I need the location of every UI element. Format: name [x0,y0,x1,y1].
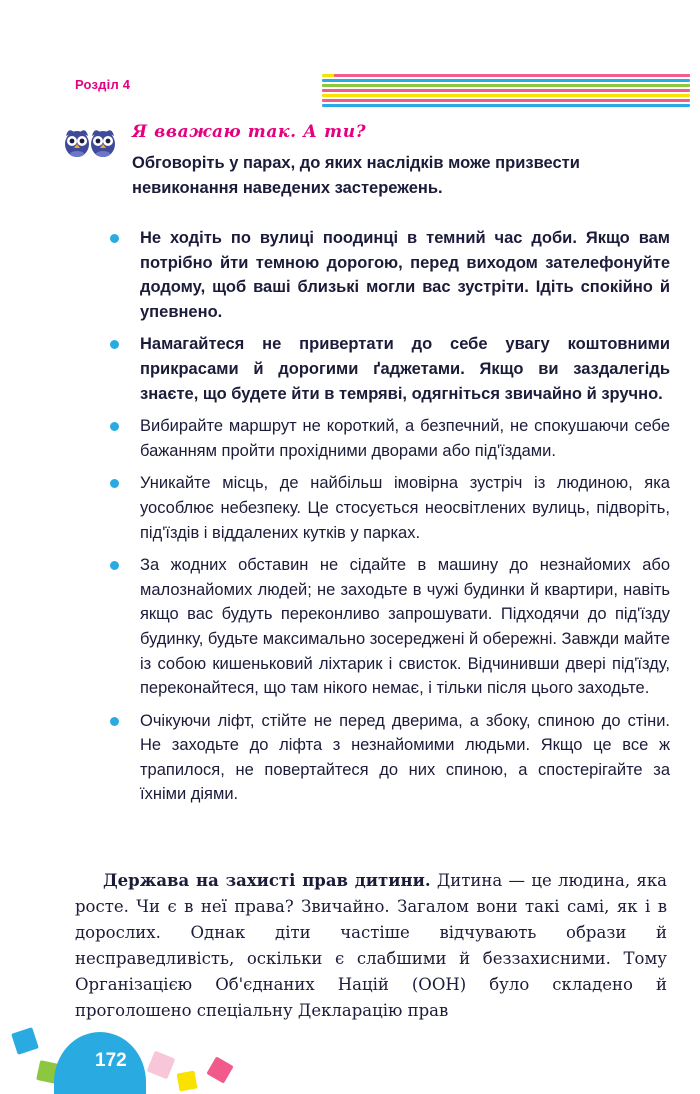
list-item [104,553,670,701]
closing-lead-text: Держава на захисті прав дитини. [103,871,431,890]
chapter-label: Розділ 4 [75,77,131,92]
header-stripe-7 [322,104,690,107]
bullet-dot-icon [110,340,119,349]
list-item [104,226,670,324]
confetti-square-2 [147,1051,176,1080]
section-intro-text: Обговоріть у парах, до яких наслідків може призвести невиконання наведених застережень. [132,154,580,197]
list-item-text: Вибирайте маршрут не короткий, а безпечний, не спокушаючи себе бажанням пройти прохідними дворами або під'їздами. [140,417,670,460]
page-number: 172 [95,1050,127,1071]
safety-tips-list [104,226,670,815]
header-stripe-4 [322,94,690,97]
closing-body-text: Дитина — це людина, яка росте. Чи є в неї права? Звичайно. Загалом вони такі самі, як і в дорослих. Однак діти частіше відчувають образи й несправедливість, оскільки є слабшими й беззахисними. Тому Організацією Об'єднаних Націй (ООН) було складено й проголошено спеціальну Декларацію прав [75,871,667,1020]
confetti-square-0 [11,1027,39,1055]
bullet-dot-icon [110,234,119,243]
list-item [104,709,670,807]
header-stripe-5 [322,99,690,102]
header-stripe-6 [334,74,690,77]
list-item-text: Намагайтеся не привертати до себе увагу коштовними прикрасами й дорогими ґаджетами. Якщо ви заздалегідь знаєте, що будете йти в темряві, одягніться звичайно й зручно. [140,335,670,403]
header-stripe-3 [322,89,690,92]
list-item [104,414,670,463]
confetti-square-4 [206,1056,233,1083]
bullet-dot-icon [110,717,119,726]
section-script-heading: Я вважаю так. А ти? [132,122,367,142]
list-item [104,332,670,406]
header-stripe-1 [322,79,690,82]
list-item-text: Не ходіть по вулиці поодинці в темний час доби. Якщо вам потрібно йти темною дорогою, перед виходом зателефонуйте додому, щоб ваші близькі могли вас зустріти. Ідіть спокійно й упевнено. [140,229,670,321]
closing-paragraph [75,868,667,1024]
header-stripe-2 [322,84,690,87]
bullet-dot-icon [110,561,119,570]
list-item [104,471,670,545]
bullet-dot-icon [110,479,119,488]
bullet-dot-icon [110,422,119,431]
list-item-text: Уникайте місць, де найбільш імовірна зустріч із людиною, яка уособлює небезпеку. Це стосується неосвітлених вулиць, підворіть, під'їздів і віддалених кутків у парках. [140,474,670,542]
confetti-square-3 [177,1071,198,1092]
header-stripes [322,74,690,104]
list-item-text: Очікуючи ліфт, стійте не перед дверима, а збоку, спиною до стіни. Не заходьте до ліфта з незнайомими людьми. Якщо це все ж трапилося, не повертайтеся до них спиною, а спостерігайте за їхніми діями. [140,711,670,804]
two-owls-icon [62,124,118,158]
list-item-text: За жодних обставин не сідайте в машину до незнайомих або малознайомих людей; не заходьте в чужі будинки й квартири, навіть якщо вас будуть переконливо запрошувати. Підходячи до під'їзду будинку, будьте максимально зосереджені й обережні. Завжди майте із собою кишеньковий ліхтарик і свисток. Відчинивши двері під'їзду, переконайтеся, що там нікого немає, і тільки після цього заходьте. [140,556,671,698]
